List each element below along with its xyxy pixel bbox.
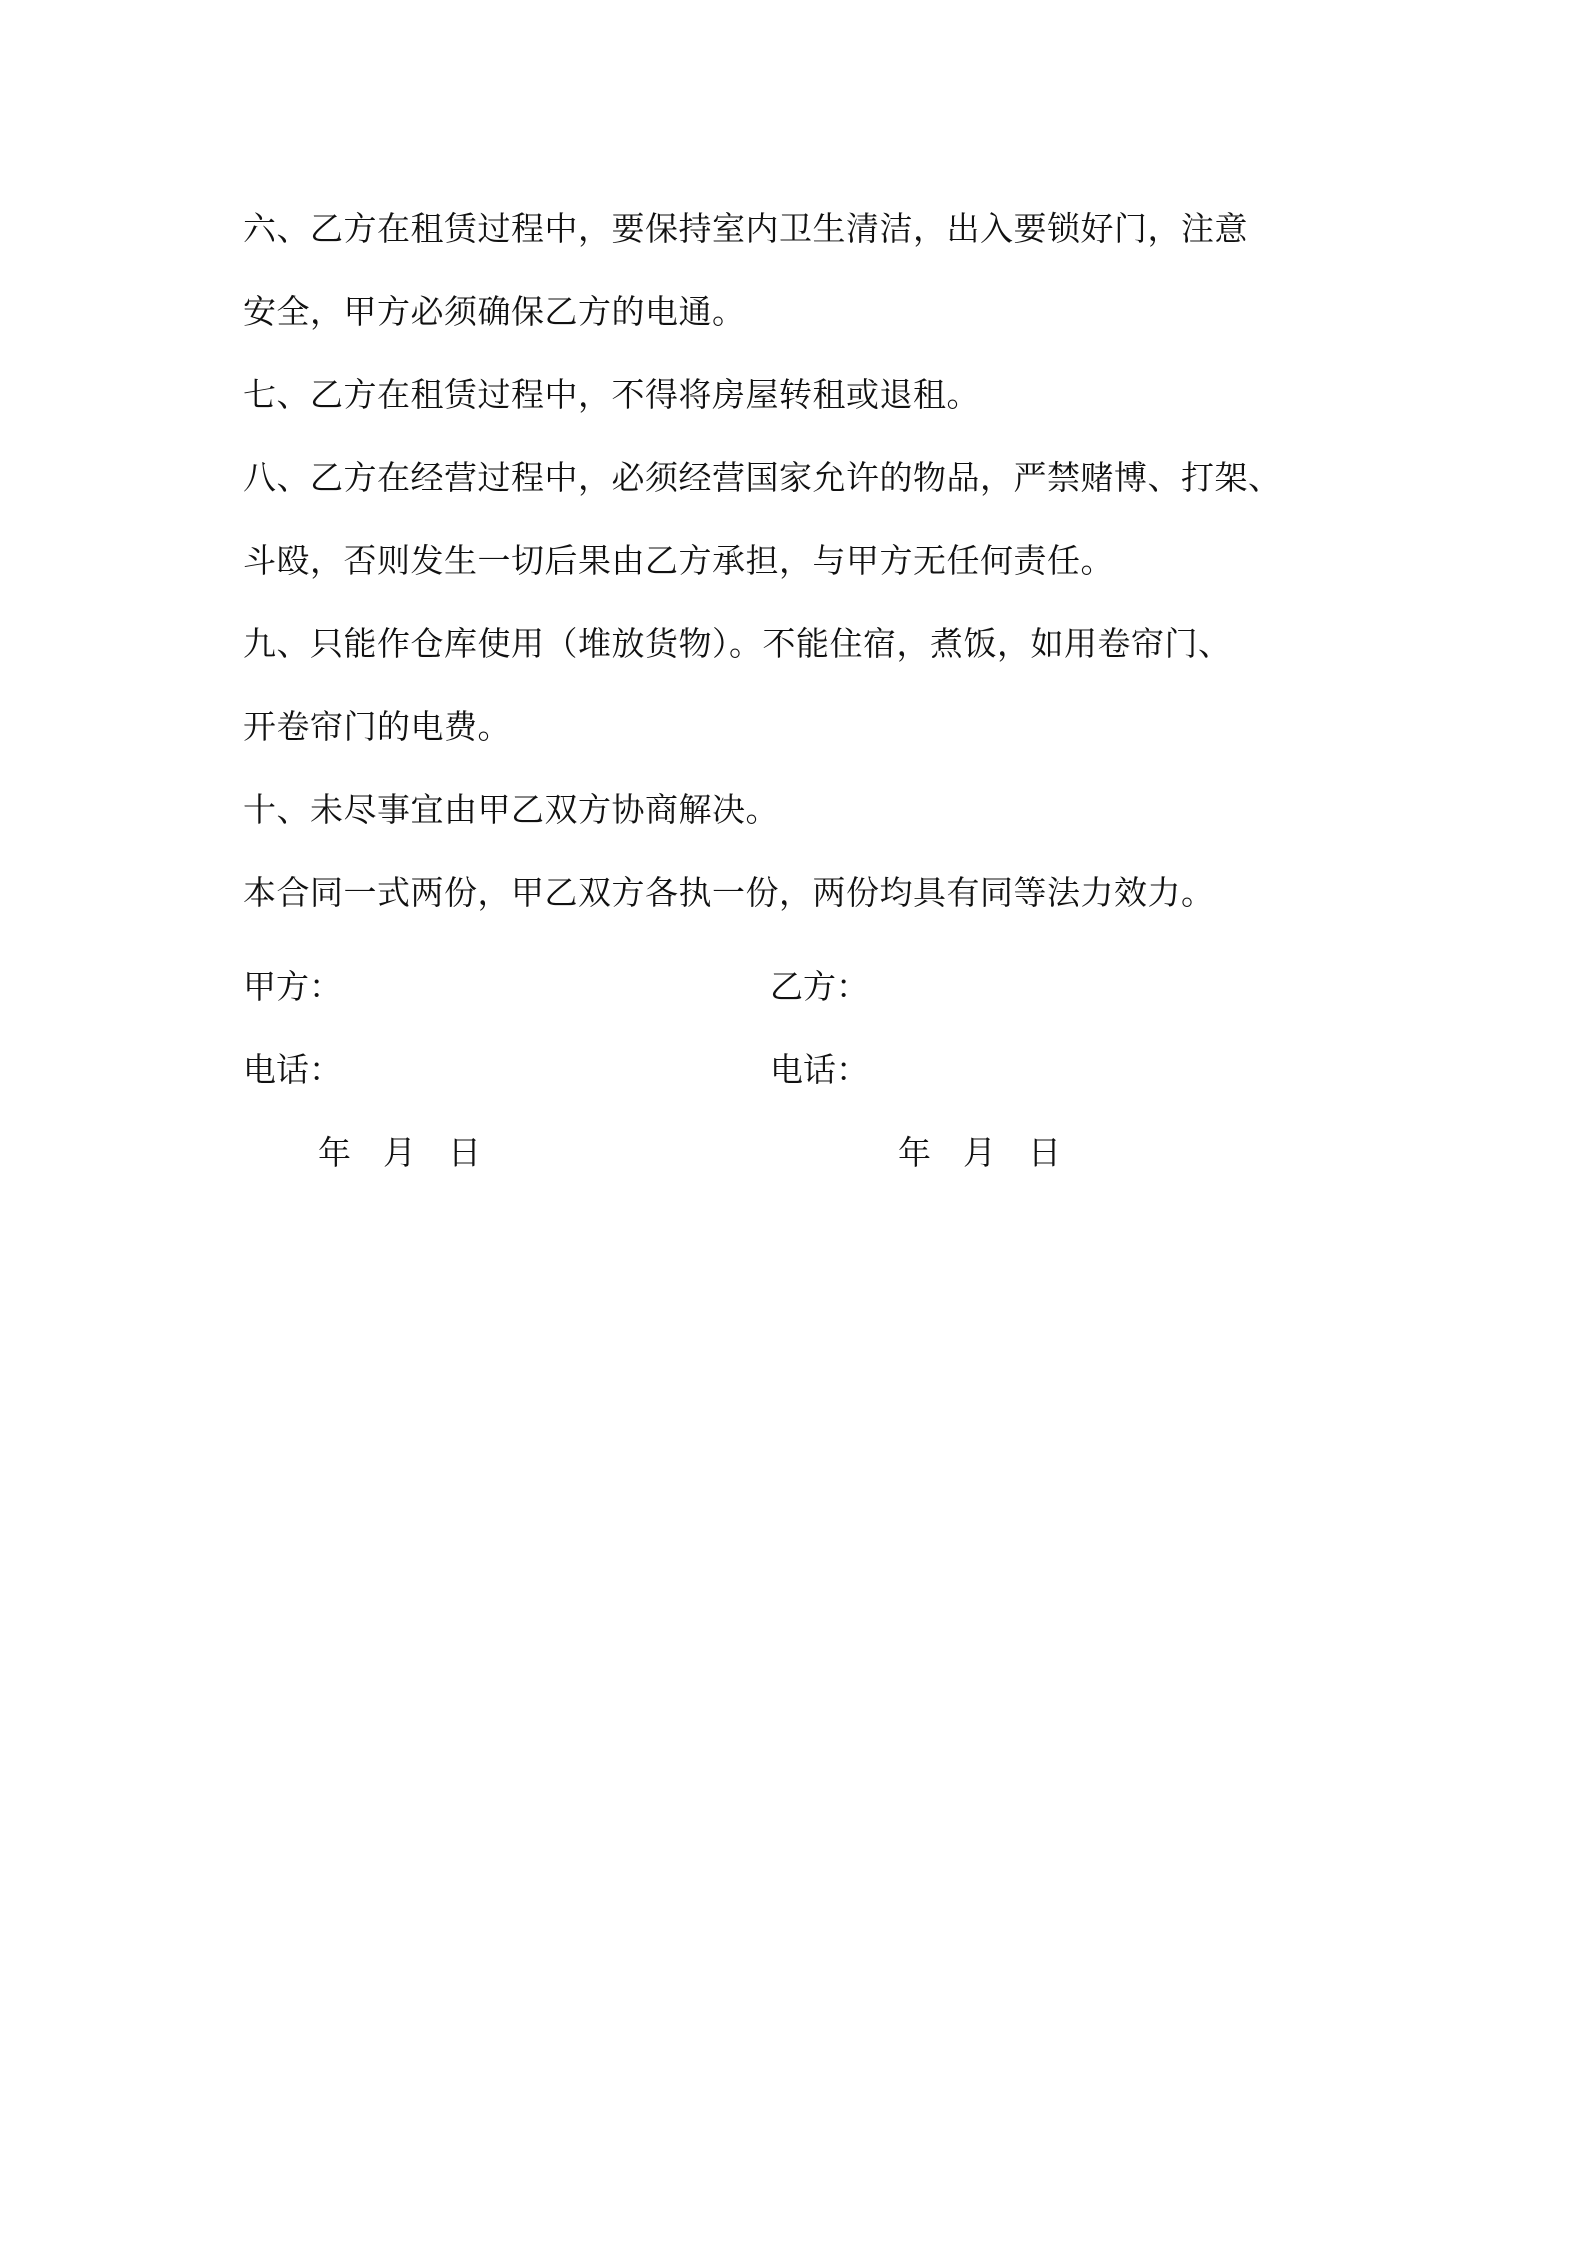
clause-8-line-1: 八、乙方在经营过程中，必须经营国家允许的物品，严禁赌博、打架、 — [243, 458, 1282, 497]
clause-9-line-2: 开卷帘门的电费。 — [243, 707, 511, 746]
contract-clauses — [243, 198, 1373, 945]
party-b-label: 乙方： — [770, 967, 869, 1006]
party-a-label: 甲方： — [243, 967, 342, 1006]
date-a — [318, 1122, 481, 1184]
date-a-year: 年 — [318, 1133, 351, 1172]
copies-statement: 本合同一式两份，甲乙双方各执一份，两份均具有同等法力效力。 — [243, 873, 1215, 912]
clause-6-line-2: 安全，甲方必须确保乙方的电通。 — [243, 292, 746, 331]
date-a-day: 日 — [448, 1133, 481, 1172]
date-b-day: 日 — [1028, 1133, 1061, 1172]
date-b-year: 年 — [898, 1133, 931, 1172]
clause-8-line-2: 斗殴，否则发生一切后果由乙方承担，与甲方无任何责任。 — [243, 541, 1114, 580]
clause-7: 七、乙方在租赁过程中，不得将房屋转租或退租。 — [243, 375, 980, 414]
date-b-month: 月 — [963, 1133, 996, 1172]
clause-6-line-1: 六、乙方在租赁过程中，要保持室内卫生清洁，出入要锁好门，注意 — [243, 209, 1248, 248]
clause-9-line-1: 九、只能作仓库使用（堆放货物）。不能住宿，煮饭，如用卷帘门、 — [243, 624, 1232, 663]
clause-10: 十、未尽事宜由甲乙双方协商解决。 — [243, 790, 779, 829]
phone-a-label: 电话： — [243, 1050, 342, 1089]
phone-b-label: 电话： — [770, 1050, 869, 1089]
date-b — [898, 1122, 1061, 1184]
date-a-month: 月 — [383, 1133, 416, 1172]
